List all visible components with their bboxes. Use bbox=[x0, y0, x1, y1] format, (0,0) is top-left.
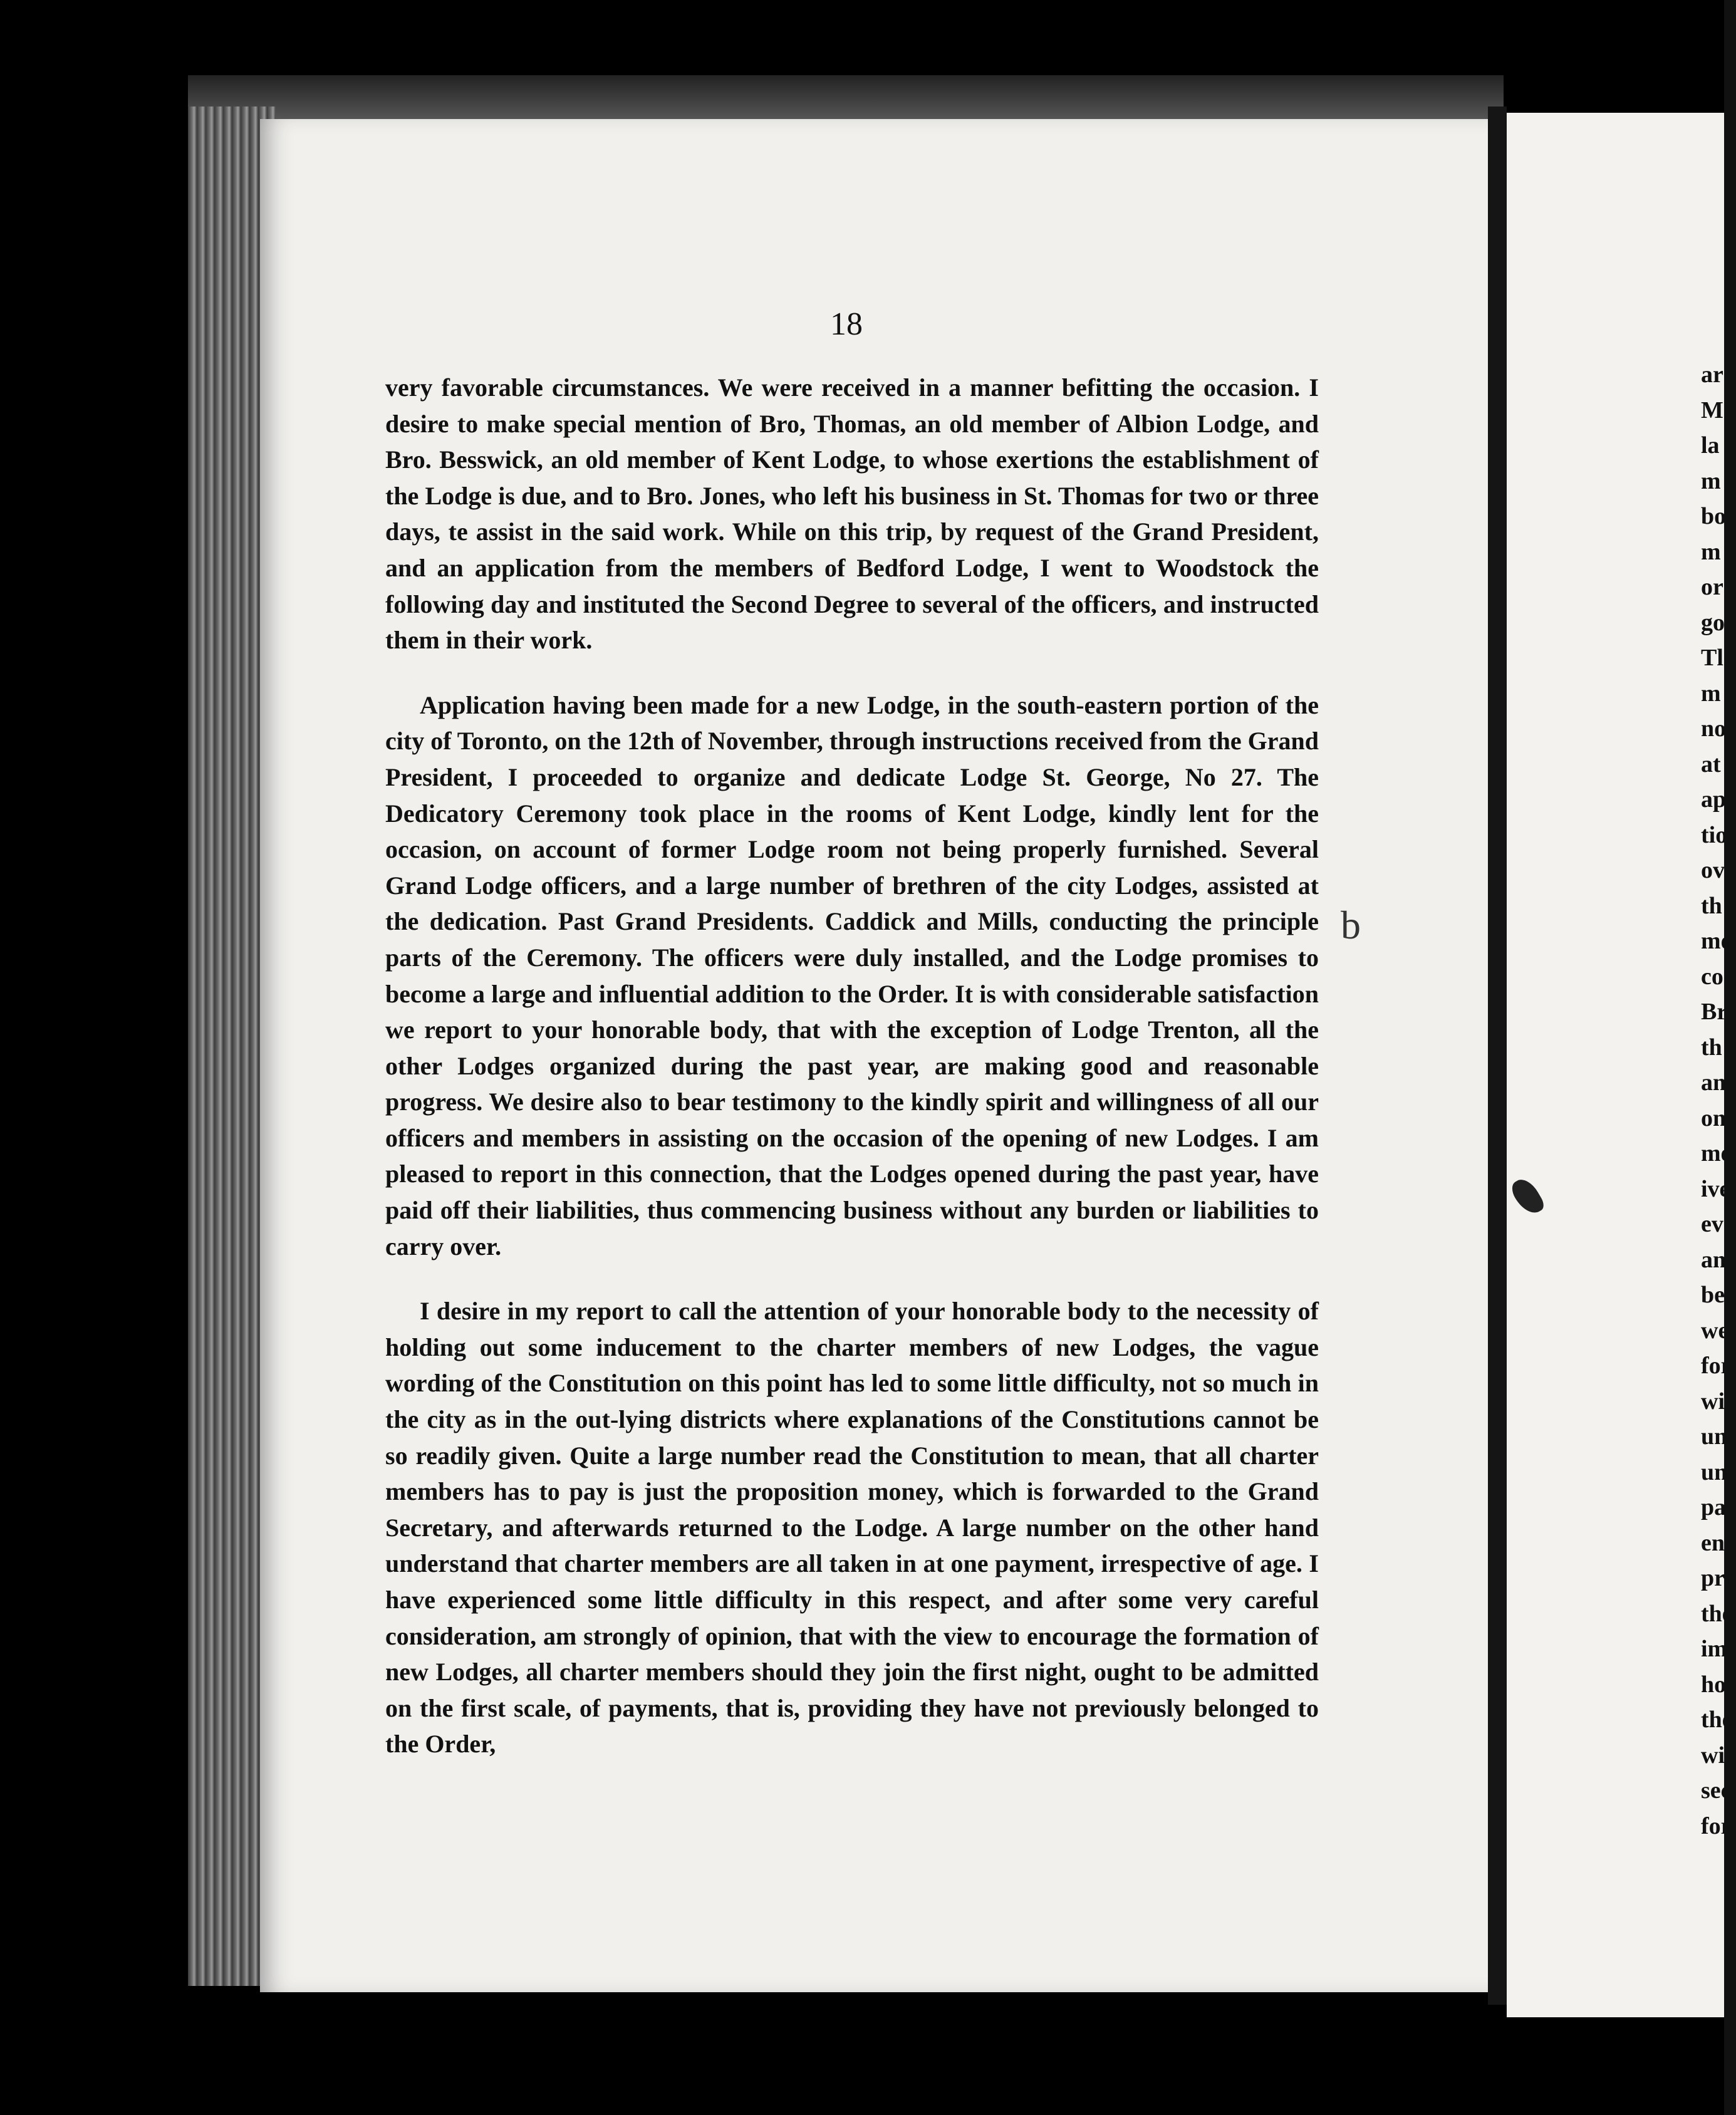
book-gutter bbox=[1488, 107, 1507, 2005]
right-page-fragment-line: sec bbox=[1701, 1777, 1732, 1804]
right-page-text-fragments bbox=[1701, 357, 1736, 1844]
paragraph-2: Application having been made for a new Lodge, in the south-eastern portion of the city of Toronto, on the 12th of November, through instructions received from the Grand President, I proceeded to organize and dedicate Lodge St. George, No 27. The Dedicatory Ceremony took place in the rooms of Kent Lodge, kindly lent for the occasion, on account of former Lodge room not being properly furnished. Several Grand Lodge officers, and a large number of brethren of the city Lodges, assisted at the dedication. Past Grand Presidents. Caddick and Mills, conducting the principle parts of the Ceremony. The officers were duly installed, and the Lodge promises to become a large and influential addition to the Order. It is with considerable satisfaction we report to your honorable body, that with the exception of Lodge Trenton, all the other Lodges organized during the past year, are making good and reasonable progress. We desire also to bear testimony to the kindly spirit and willingness of all our officers and members in assisting on the occasion of the opening of new Lodges. I am pleased to report in this connection, that the Lodges opened during the past year, have paid off their liabilities, thus commencing business without any burden or liabilities to carry over. bbox=[385, 690, 1319, 1260]
right-page-fragment-line: co bbox=[1701, 963, 1723, 990]
right-page-fragment-line: on bbox=[1701, 1104, 1727, 1131]
right-page-fragment-line: th bbox=[1701, 892, 1722, 919]
right-page-fragment-line: ar bbox=[1701, 361, 1723, 388]
right-page-fragment-line: ap bbox=[1701, 786, 1727, 813]
right-page-fragment-line: an bbox=[1701, 1069, 1727, 1096]
right-page-fragment-line: wi bbox=[1701, 1388, 1725, 1415]
book-spine-top bbox=[188, 75, 1504, 119]
right-page-fragment-line: th bbox=[1701, 1034, 1722, 1061]
right-page-fragment-line: the bbox=[1701, 1707, 1733, 1733]
right-page-fragment-line: m bbox=[1701, 538, 1721, 565]
right-page-fragment-line: at bbox=[1701, 751, 1721, 777]
right-page-fragment-line: for bbox=[1701, 1353, 1732, 1379]
right-page-fragment-line: or bbox=[1701, 574, 1723, 600]
right-page-fragment-line: Br bbox=[1701, 999, 1728, 1025]
right-page-fragment-line: the bbox=[1701, 1600, 1733, 1627]
right-page-fragment-line: ov bbox=[1701, 857, 1725, 883]
right-page-fragment-line: an bbox=[1701, 1246, 1727, 1273]
right-page-fragment-line: tio bbox=[1701, 821, 1728, 848]
right-page-fragment-line: be bbox=[1701, 1282, 1725, 1308]
paragraph-3: I desire in my report to call the attention of your honorable body to the necessity of holding out some inducement to the charter members of new Lodges, the vague wording of the Constitution on this point has led to some little difficulty, not so much in the city as in the out-lying districts where explanations of the Constitutions cannot be so readily given. Quite a large number read the Constitution to mean, that all charter members has to pay is just the proposition money, which is forwarded to the Grand Secretary, and afterwards returned to the Lodge. A large number on the other hand understand that charter members are all taken in at one payment, irrespective of age. I have experienced some little difficulty in this respect, and after some very careful consideration, am strongly of opinion, that with the view to encourage the formation of new Lodges, all charter members should they join the first night, ought to be admitted on the first scale, of payments, that is, providing they have not previously belonged to the Order, bbox=[385, 1297, 1319, 1759]
right-page-fragment-line: no bbox=[1701, 715, 1727, 742]
right-page-fragment-line: ive bbox=[1701, 1175, 1730, 1202]
right-page-fragment-line: ho bbox=[1701, 1671, 1727, 1698]
right-page bbox=[1507, 113, 1724, 2017]
handwritten-margin-mark: b bbox=[1341, 903, 1361, 947]
right-page-fragment-line: un bbox=[1701, 1423, 1728, 1450]
right-page-fragment-line: m bbox=[1701, 467, 1721, 494]
right-page-fragment-line: me bbox=[1701, 1140, 1732, 1167]
right-page-fragment-line: we bbox=[1701, 1317, 1729, 1344]
right-page-fragment-line: for bbox=[1701, 1812, 1732, 1839]
right-page-fragment-line: M bbox=[1701, 397, 1723, 424]
right-page-fragment-line: pa bbox=[1701, 1494, 1727, 1520]
page-number: 18 bbox=[830, 306, 863, 342]
right-page-fragment-line: wit bbox=[1701, 1742, 1733, 1769]
paragraph-1: very favorable circumstances. We were received in a manner befitting the occasion. I desire to make special mention of Bro, Thomas, an old member of Albion Lodge, and Bro. Besswick, an old member of Kent Lodge, to whose exertions the establishment of the Lodge is due, and to Bro. Jones, who left his business in St. Thomas for two or three days, te assist in the said work. While on this trip, by request of the Grand President, and an application from the members of Bedford Lodge, I went to Woodstock the following day and instituted the Second Degree to several of the officers, and instructed them in their work. bbox=[385, 373, 1319, 655]
right-page-fragment-line: en bbox=[1701, 1529, 1725, 1556]
right-page-fragment-line: un bbox=[1701, 1458, 1728, 1485]
right-page-fragment-line: bo bbox=[1701, 503, 1727, 529]
right-page-fragment-line: go bbox=[1701, 609, 1725, 636]
right-page-fragment-line: pro bbox=[1701, 1565, 1736, 1591]
right-page-fragment-line: ev bbox=[1701, 1211, 1723, 1237]
right-page-fragment-line: m bbox=[1701, 680, 1721, 707]
body-text bbox=[385, 370, 1319, 1791]
right-page-fragment-line: im bbox=[1701, 1636, 1728, 1662]
right-page-fragment-line: la bbox=[1701, 432, 1720, 459]
right-page-fragment-line: Tl bbox=[1701, 645, 1723, 671]
right-page-fragment-line: mo bbox=[1701, 928, 1733, 954]
